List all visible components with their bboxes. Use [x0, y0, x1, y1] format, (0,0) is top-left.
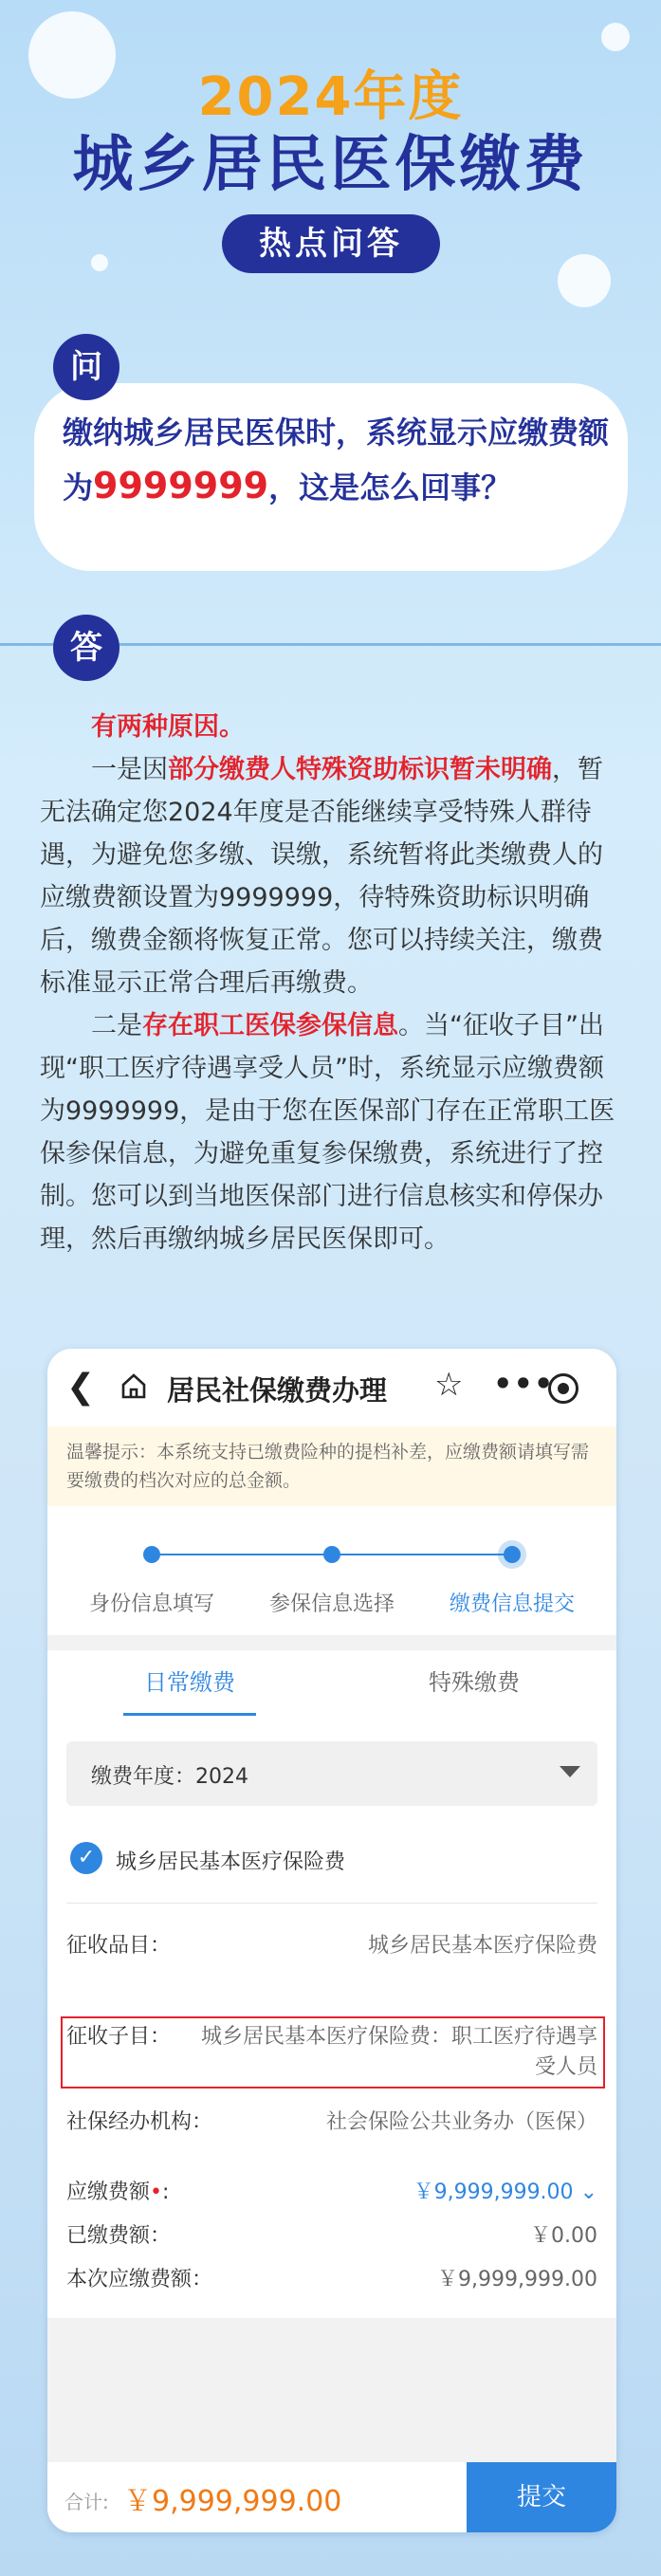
row-label: 征收子目： [66, 2025, 172, 2049]
answer-paragraph-1 [40, 748, 620, 1004]
question-text-before: 缴纳城乡居民医保时，系统显示应缴费额为 [63, 414, 610, 506]
p1-highlight: 部分缴费人特殊资助标识暂未明确 [168, 755, 552, 784]
star-icon[interactable]: ☆ [434, 1366, 464, 1404]
answer-paragraph-2 [40, 1004, 620, 1260]
p2-text-a: 二是 [91, 1011, 142, 1040]
row-value-line2: 受人员 [534, 2055, 597, 2079]
step-dot-1 [143, 1546, 160, 1563]
payable-amount-select[interactable] [413, 2176, 597, 2205]
step-label-3: 缴费信息提交 [449, 1592, 575, 1616]
answer-badge: 答 [53, 615, 119, 681]
row-label: 本次应缴费额： [66, 2268, 213, 2291]
row-value: ￥9,999,999.00 [437, 2268, 597, 2291]
row-label: 应缴费额•: [66, 2180, 170, 2204]
chevron-down-icon [560, 1766, 580, 1777]
p1-text-a: 一是因 [91, 755, 168, 784]
app-title: 居民社保缴费办理 [167, 1374, 388, 1407]
step-dot-3 [504, 1546, 521, 1563]
tab-daily-payment[interactable]: 日常缴费 [144, 1669, 235, 1696]
step-label-1: 身份信息填写 [88, 1592, 214, 1616]
payment-form [47, 1719, 616, 2176]
required-mark: • [150, 2180, 162, 2204]
row-value-line1: 城乡居民基本医疗保险费：职工医疗待遇享 [200, 2025, 597, 2049]
tab-special-payment[interactable]: 特殊缴费 [429, 1669, 520, 1696]
p1-text-b: ，暂无法确定您2024年度是否能继续享受特殊人群待遇，为避免您多缴、误缴，系统暂将此类缴费人的应缴费额设置为9999999，待特殊资助标识明确后，缴费金额将恢复正常。您可以持续关注，缴费标准显示正常合理后再缴费。 [40, 755, 603, 998]
decor-bubble [601, 23, 630, 51]
p2-highlight: 存在职工医保参保信息 [142, 1011, 398, 1040]
header-year: 2024年度 [197, 66, 464, 128]
home-icon[interactable] [119, 1371, 148, 1404]
submit-button[interactable]: 提交 [467, 2462, 616, 2532]
step-dot-2 [323, 1546, 340, 1563]
row-label: 征收品目： [66, 1934, 172, 1958]
payment-tabs [47, 1650, 616, 1719]
total-value: ￥9,999,999.00 [123, 2485, 342, 2518]
row-label: 社保经办机构： [66, 2110, 213, 2134]
page-title: 城乡居民医保缴费 [72, 130, 589, 200]
back-icon[interactable]: ❮ [66, 1368, 96, 1407]
question-badge: 问 [53, 334, 119, 400]
checkbox-checked-icon[interactable]: ✓ [70, 1842, 102, 1874]
progress-steps [47, 1506, 616, 1635]
row-value: 社会保险公共业务办（医保） [325, 2110, 597, 2134]
question-text [63, 406, 613, 514]
row-value: 城乡居民基本医疗保险费 [367, 1934, 597, 1958]
amount-section [47, 2176, 616, 2318]
step-label-2: 参保信息选择 [268, 1592, 395, 1616]
question-highlight: 9999999 [93, 465, 269, 506]
p2-text-b: 。当“征收子目”出现“职工医疗待遇享受人员”时，系统显示应缴费额为9999999，是由于您在医保部门存在正常职工医保参保信息，为避免重复参保缴费，系统进行了控制。您可以到当地医保部门进行信息核实和停保办理，然后再缴纳城乡居民医保即可。 [40, 1011, 615, 1254]
question-text-after: ，这是怎么回事？ [268, 469, 512, 506]
payable-label: 应缴费额 [66, 2180, 151, 2204]
row-value: ￥0.00 [530, 2224, 597, 2248]
row-levy-subitem [66, 2020, 597, 2081]
row-label: 已缴费额： [66, 2224, 172, 2248]
tab-underline [123, 1713, 256, 1716]
year-select[interactable] [66, 1741, 597, 1806]
payable-value: ￥9,999,999.00 [413, 2180, 574, 2204]
divider [66, 1903, 597, 1904]
insurance-item-label: 城乡居民基本医疗保险费 [116, 1850, 346, 1874]
decor-bubble [558, 254, 611, 307]
subtitle-pill: 热点问答 [222, 214, 440, 273]
app-screenshot [47, 1349, 616, 2532]
app-topbar [47, 1349, 616, 1426]
more-icon[interactable]: ••• [493, 1366, 555, 1402]
target-icon[interactable] [548, 1373, 578, 1404]
answer-body [40, 706, 620, 1260]
answer-lead: 有两种原因。 [91, 712, 245, 742]
year-select-value: 缴费年度：2024 [91, 1765, 248, 1789]
bottom-bar [47, 2462, 616, 2532]
chevron-down-icon: ⌄ [579, 2180, 597, 2204]
notice-banner: 温馨提示：本系统支持已缴费险种的提档补差，应缴费额请填写需要缴费的档次对应的总金额。 [47, 1426, 616, 1506]
decor-bubble [91, 254, 108, 271]
total-label: 合计: [64, 2491, 109, 2513]
